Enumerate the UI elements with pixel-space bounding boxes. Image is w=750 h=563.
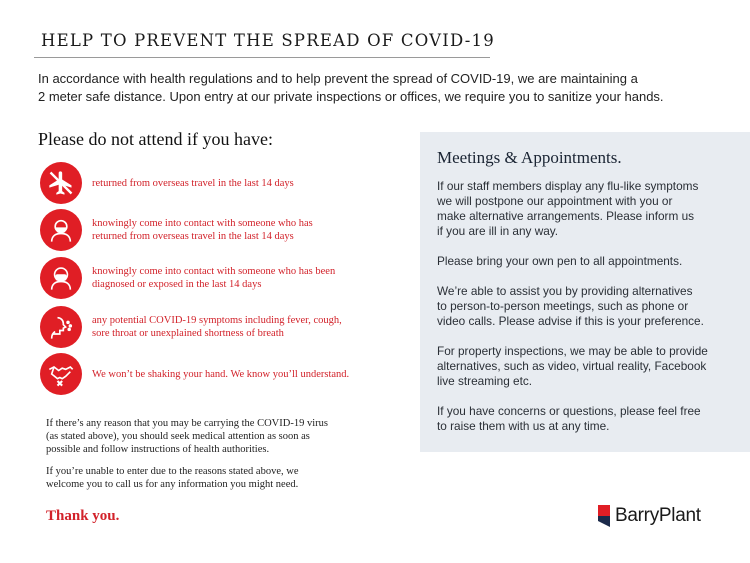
intro-text (38, 70, 718, 106)
masked-person-icon (40, 257, 82, 299)
note-line: welcome you to call us for any information you might need. (46, 479, 299, 490)
panel-line: if you are ill in any way. (437, 224, 559, 238)
medical-advice-note (46, 417, 376, 456)
condition-line: returned from overseas travel in the last 14 days (92, 177, 294, 189)
title-rule (34, 57, 490, 58)
panel-paragraph (437, 254, 737, 269)
note-line: If you’re unable to enter due to the reasons stated above, we (46, 466, 299, 477)
panel-line: If you have concerns or questions, please feel free (437, 404, 701, 418)
condition-item (40, 208, 400, 252)
condition-line: diagnosed or exposed in the last 14 days (92, 279, 262, 290)
panel-paragraph (437, 284, 737, 329)
condition-line: returned from overseas travel in the last 14 days (92, 231, 294, 242)
panel-paragraph (437, 404, 737, 434)
intro-line: In accordance with health regulations and to help prevent the spread of COVID-19, we are maintaining a (38, 71, 638, 86)
condition-text (92, 177, 294, 190)
page-title: HELP TO PREVENT THE SPREAD OF COVID-19 (41, 31, 495, 50)
panel-paragraph (437, 344, 737, 389)
condition-item (40, 305, 400, 349)
panel-line: Please bring your own pen to all appointments. (437, 254, 683, 268)
condition-text (92, 265, 335, 291)
panel-paragraph (437, 179, 737, 239)
contact-person-icon (40, 209, 82, 251)
condition-line: We won’t be shaking your hand. We know you’ll understand. (92, 368, 350, 380)
panel-title: Meetings & Appointments. (437, 148, 622, 167)
condition-text (92, 368, 349, 381)
logo-mark-icon (598, 505, 610, 527)
condition-item (40, 256, 400, 300)
panel-line: we will postpone our appointment with you or (437, 194, 673, 208)
panel-line: make alternative arrangements. Please inform us (437, 209, 695, 223)
condition-item (40, 161, 400, 205)
thank-you-text: Thank you. (46, 508, 120, 524)
conditions-heading: Please do not attend if you have: (38, 129, 273, 149)
cough-icon (40, 306, 82, 348)
contact-note (46, 465, 376, 491)
barry-plant-logo (598, 505, 701, 527)
intro-line: 2 meter safe distance. Upon entry at our private inspections or offices, we require you to sanitize your hands. (38, 89, 664, 104)
logo-text: BarryPlant (615, 505, 701, 526)
condition-text (92, 217, 313, 243)
panel-body (437, 179, 737, 449)
note-line: possible and follow instructions of health authorities. (46, 444, 270, 455)
condition-line: any potential COVID-19 symptoms including fever, cough, (92, 315, 342, 326)
condition-item (40, 352, 400, 396)
airplane-icon (40, 162, 82, 204)
note-line: If there’s any reason that you may be carrying the COVID-19 virus (46, 418, 328, 429)
meetings-panel (420, 132, 750, 452)
no-handshake-icon (40, 353, 82, 395)
panel-line: alternatives, such as video, virtual reality, Facebook (437, 359, 707, 373)
panel-line: to raise them with us at any time. (437, 419, 610, 433)
panel-line: to person-to-person meetings, such as phone or (437, 299, 689, 313)
panel-line: We’re able to assist you by providing alternatives (437, 284, 693, 298)
condition-line: knowingly come into contact with someone who has (92, 218, 313, 229)
condition-line: sore throat or unexplained shortness of breath (92, 328, 284, 339)
panel-line: If our staff members display any flu-like symptoms (437, 179, 699, 193)
note-line: (as stated above), you should seek medical attention as soon as (46, 431, 310, 442)
condition-line: knowingly come into contact with someone who has been (92, 266, 336, 277)
panel-line: video calls. Please advise if this is your preference. (437, 314, 704, 328)
panel-line: For property inspections, we may be able to provide (437, 344, 708, 358)
panel-line: live streaming etc. (437, 374, 533, 388)
condition-text (92, 314, 342, 340)
